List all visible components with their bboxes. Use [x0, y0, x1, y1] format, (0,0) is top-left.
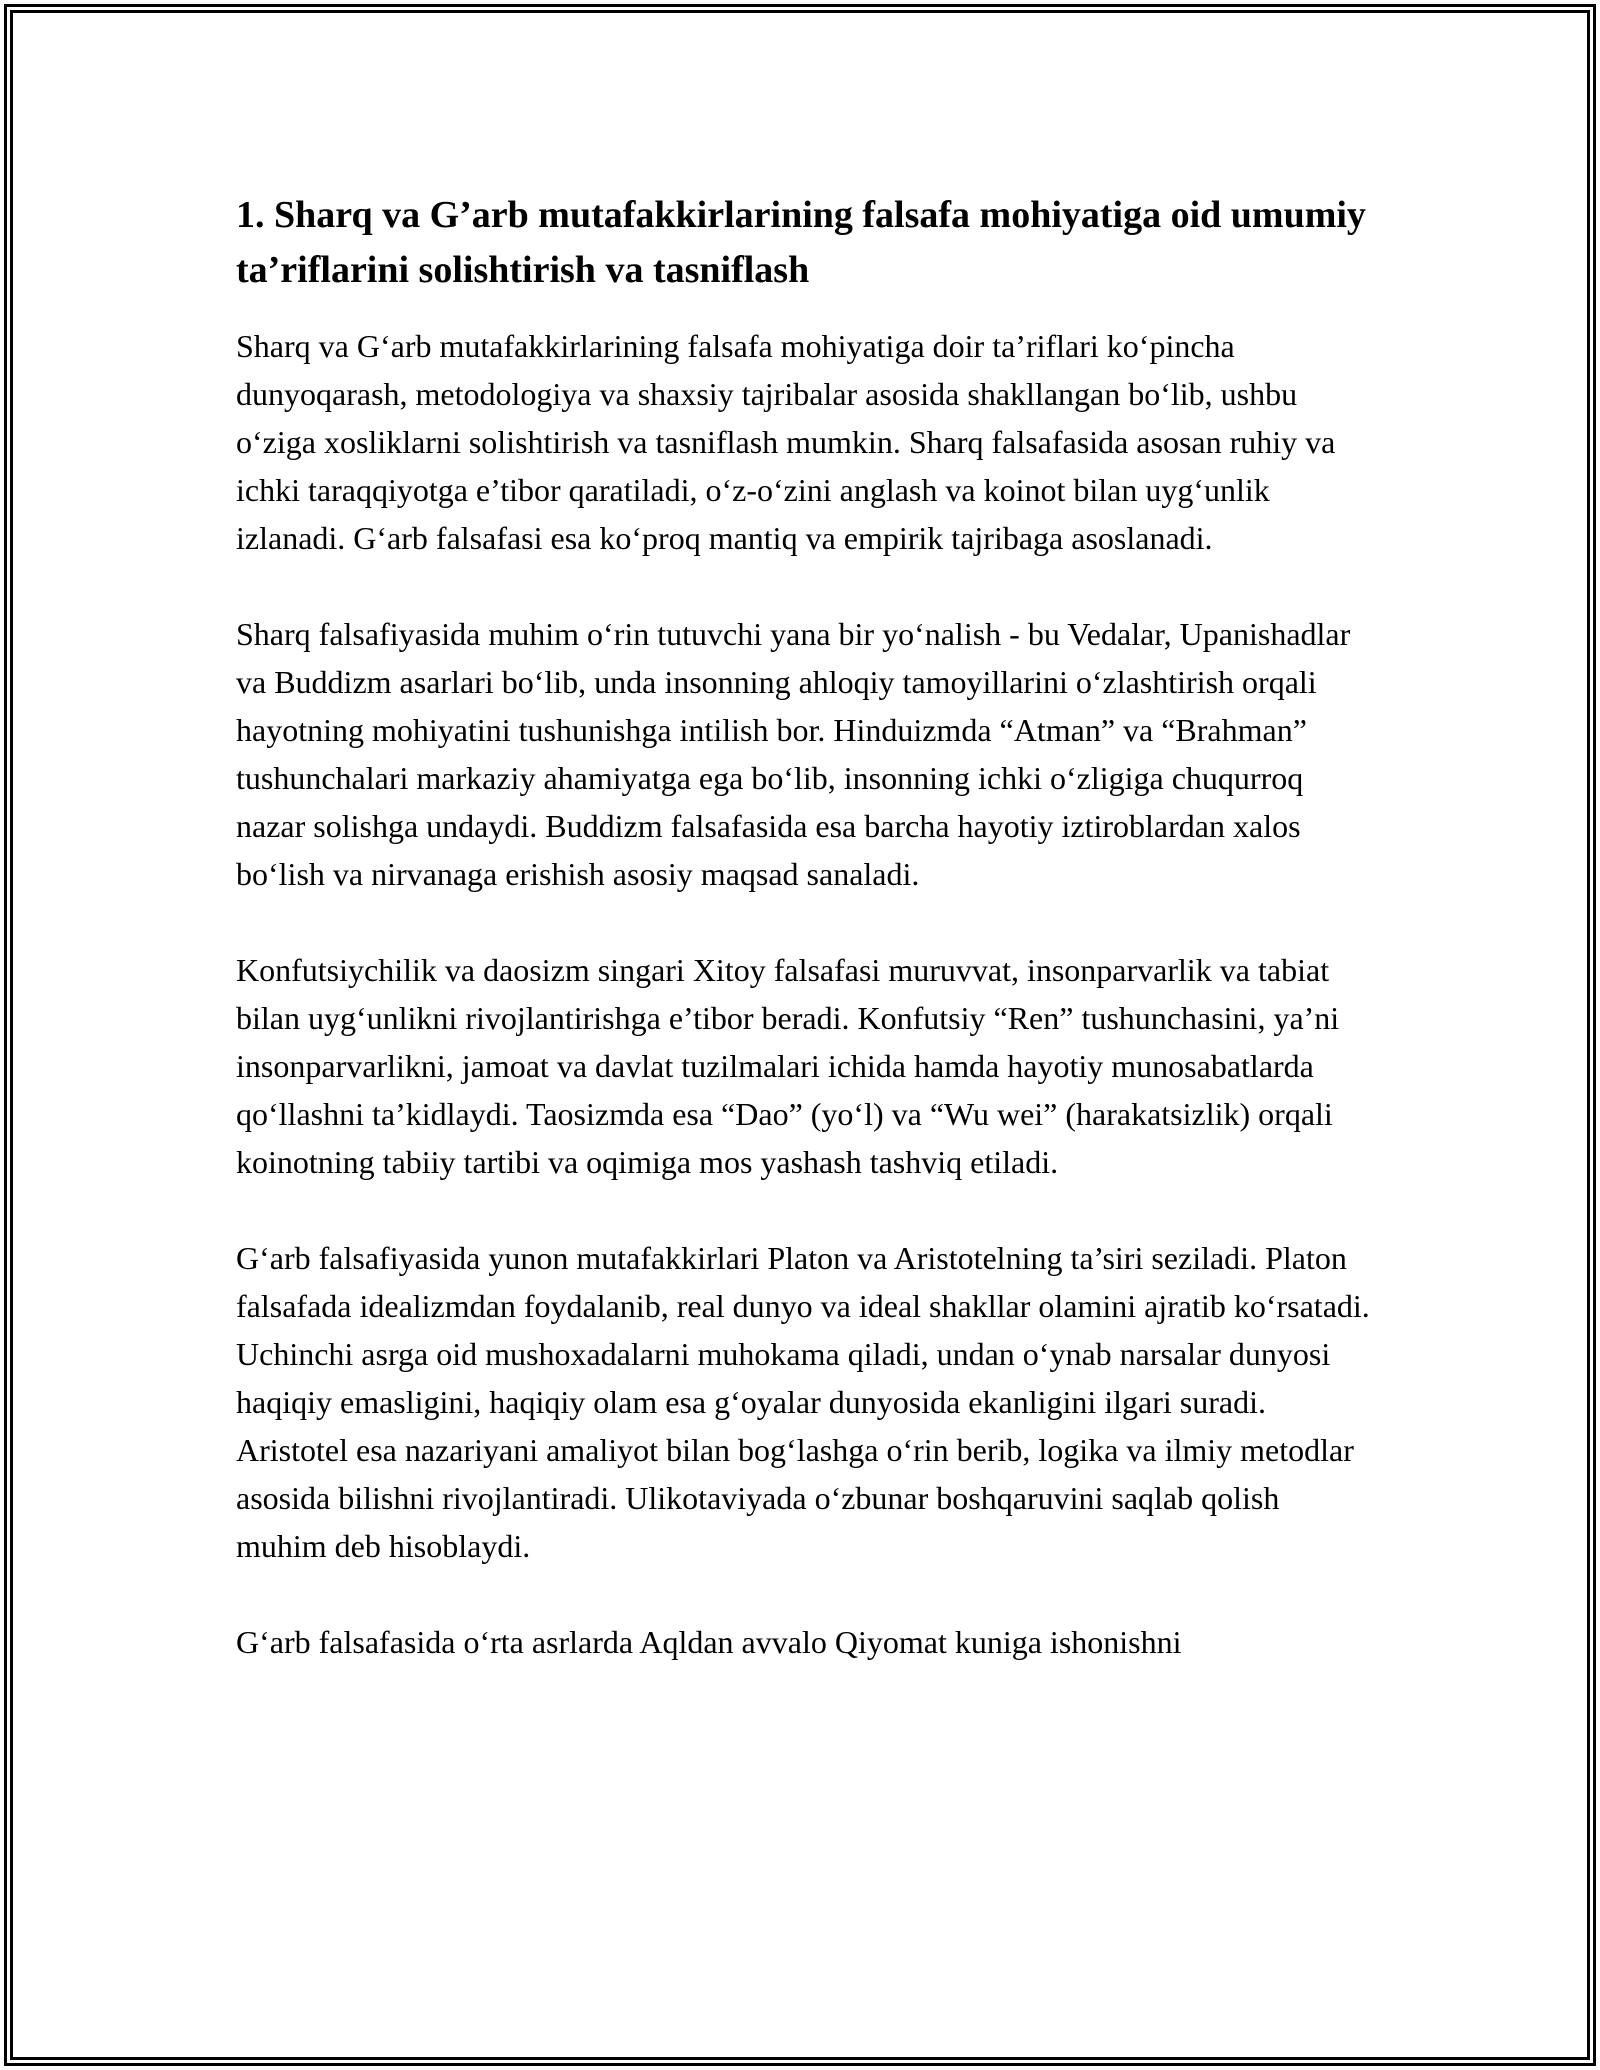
- paragraph-1: Sharq va G‘arb mutafakkirlarining falsafa mohiyatiga doir ta’riflari ko‘pincha dunyoqarash, metodologiya va shaxsiy tajribalar asosida shakllangan bo‘lib, ushbu o‘ziga xosliklarni solishtirish va tasniflash mumkin. Sharq falsafasida asosan ruhiy va ichki taraqqiyotga e’tibor qaratiladi, o‘z-o‘zini anglash va koinot bilan uyg‘unlik izlanadi. G‘arb falsafasi esa ko‘proq mantiq va empirik tajribaga asoslanadi.: [236, 328, 1336, 556]
- paragraph-4: G‘arb falsafiyasida yunon mutafakkirlari Platon va Aristotelning ta’siri seziladi. Platon falsafada idealizmdan foydalanib, real dunyo va ideal shakllar olamini ajratib ko‘rsatadi. Uchinchi asrga oid mushoxadalarni muhokama qiladi, undan o‘ynab narsalar dunyosi haqiqiy emasligini, haqiqiy olam esa g‘oyalar dunyosida ekanligini ilgari suradi. Aristotel esa nazariyani amaliyot bilan bog‘lashga o‘rin berib, logika va ilmiy metodlar asosida bilishni rivojlantiradi. Ulikotaviyada o‘zbunar boshqaruvini saqlab qolish muhim deb hisoblaydi.: [236, 1240, 1370, 1564]
- section-heading: 1. Sharq va G’arb mutafakkirlarining falsafa mohiyatiga oid umumiy ta’riflarini solishtirish va tasniflash: [236, 194, 1366, 291]
- document-body: [236, 188, 1376, 1714]
- paragraph-3: Konfutsiychilik va daosizm singari Xitoy falsafasi muruvvat, insonparvarlik va tabiat bilan uyg‘unlikni rivojlantirishga e’tibor beradi. Konfutsiy “Ren” tushunchasini, ya’ni insonparvarlikni, jamoat va davlat tuzilmalari ichida hamda hayotiy munosabatlarda qo‘llashni ta’kidlaydi. Taosizmda esa “Dao” (yo‘l) va “Wu wei” (harakatsizlik) orqali koinotning tabiiy tartibi va oqimiga mos yashash tashviq etiladi.: [236, 952, 1340, 1180]
- paragraph-5: G‘arb falsafasida o‘rta asrlarda Aqldan avvalo Qiyomat kuniga ishonishni: [236, 1624, 1182, 1660]
- paragraph-2: Sharq falsafiyasida muhim o‘rin tutuvchi yana bir yo‘nalish - bu Vedalar, Upanishadlar va Buddizm asarlari bo‘lib, unda insonning ahloqiy tamoyillarini o‘zlashtirish orqali hayotning mohiyatini tushunishga intilish bor. Hinduizmda “Atman” va “Brahman” tushunchalari markaziy ahamiyatga ega bo‘lib, insonning ichki o‘zligiga chuqurroq nazar solishga undaydi. Buddizm falsafasida esa barcha hayotiy iztiroblardan xalos bo‘lish va nirvanaga erishish asosiy maqsad sanaladi.: [236, 616, 1351, 892]
